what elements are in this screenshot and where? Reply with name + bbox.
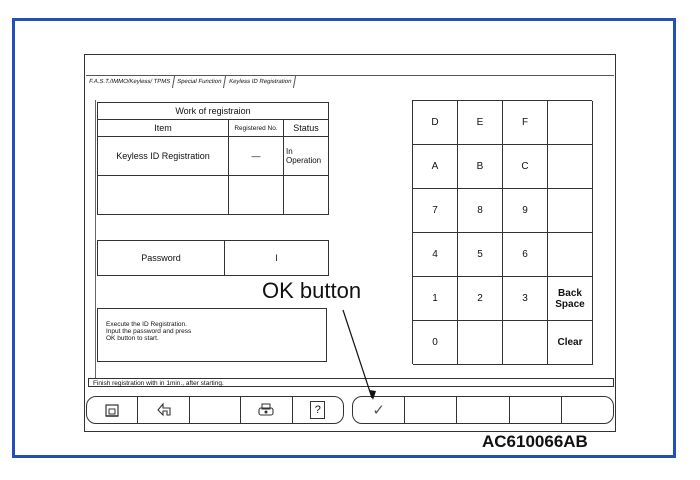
- key-0[interactable]: 0: [413, 321, 458, 365]
- key-blank: [458, 321, 503, 365]
- toolbar-empty-slot: [405, 397, 457, 423]
- key-5[interactable]: 5: [458, 233, 503, 277]
- print-icon: [256, 401, 276, 419]
- table-cell-registered: —: [229, 137, 284, 176]
- bottom-toolbar: [86, 392, 614, 428]
- key-blank: [548, 145, 593, 189]
- key-c[interactable]: C: [503, 145, 548, 189]
- key-clear[interactable]: Clear: [548, 321, 593, 365]
- help-button[interactable]: [293, 397, 343, 423]
- keypad: [412, 100, 592, 364]
- message-line: OK button to start.: [106, 335, 159, 342]
- key-blank: [548, 101, 593, 145]
- key-blank: [503, 321, 548, 365]
- key-1[interactable]: 1: [413, 277, 458, 321]
- home-icon: [103, 401, 121, 419]
- work-table: [97, 102, 329, 215]
- print-button[interactable]: [241, 397, 292, 423]
- status-bar: Finish registration with in 1min., after starting.: [88, 378, 614, 387]
- help-icon: ?: [310, 401, 325, 419]
- table-cell-status: [284, 176, 329, 215]
- toolbar-empty-slot: [190, 397, 241, 423]
- work-table-title: Work of registraion: [98, 103, 329, 120]
- breadcrumb-item-special-function[interactable]: Special Function: [173, 76, 226, 88]
- table-row: [98, 176, 329, 215]
- password-row: [97, 240, 329, 276]
- key-b[interactable]: B: [458, 145, 503, 189]
- table-cell-status: In Operation: [284, 137, 329, 176]
- key-backspace[interactable]: Back Space: [548, 277, 593, 321]
- breadcrumb: [86, 75, 614, 88]
- key-9[interactable]: 9: [503, 189, 548, 233]
- ok-button[interactable]: [353, 397, 405, 423]
- key-blank: [548, 189, 593, 233]
- toolbar-empty-slot: [457, 397, 509, 423]
- key-4[interactable]: 4: [413, 233, 458, 277]
- key-8[interactable]: 8: [458, 189, 503, 233]
- key-d[interactable]: D: [413, 101, 458, 145]
- password-label: Password: [98, 241, 225, 275]
- message-line: Execute the ID Registration.: [106, 321, 187, 328]
- message-line: Input the password and press: [106, 328, 192, 335]
- toolbar-left-group: [86, 396, 344, 424]
- back-button[interactable]: [138, 397, 189, 423]
- back-icon: [154, 401, 174, 419]
- table-row: [98, 137, 329, 176]
- password-input[interactable]: I: [275, 253, 278, 263]
- instruction-message: [97, 308, 327, 362]
- figure-code: AC610066AB: [482, 432, 588, 451]
- key-6[interactable]: 6: [503, 233, 548, 277]
- table-cell-item: [98, 176, 229, 215]
- key-e[interactable]: E: [458, 101, 503, 145]
- toolbar-empty-slot: [562, 397, 613, 423]
- key-3[interactable]: 3: [503, 277, 548, 321]
- work-table-header-status: Status: [284, 120, 329, 137]
- key-7[interactable]: 7: [413, 189, 458, 233]
- table-cell-item: Keyless ID Registration: [98, 137, 229, 176]
- home-button[interactable]: [87, 397, 138, 423]
- checkmark-icon: ✓: [372, 402, 385, 419]
- key-f[interactable]: F: [503, 101, 548, 145]
- key-blank: [548, 233, 593, 277]
- work-table-header-item: Item: [98, 120, 229, 137]
- toolbar-right-group: [352, 396, 614, 424]
- ok-button-callout: OK button: [262, 278, 362, 303]
- key-2[interactable]: 2: [458, 277, 503, 321]
- table-cell-registered: [229, 176, 284, 215]
- breadcrumb-item-keyless-id[interactable]: Keyless ID Registration: [225, 76, 296, 88]
- toolbar-empty-slot: [510, 397, 562, 423]
- work-table-header-registered: Registered No.: [229, 120, 284, 137]
- breadcrumb-item-fast[interactable]: F.A.S.T./IMMO/Keyless/ TPMS: [85, 76, 175, 88]
- key-a[interactable]: A: [413, 145, 458, 189]
